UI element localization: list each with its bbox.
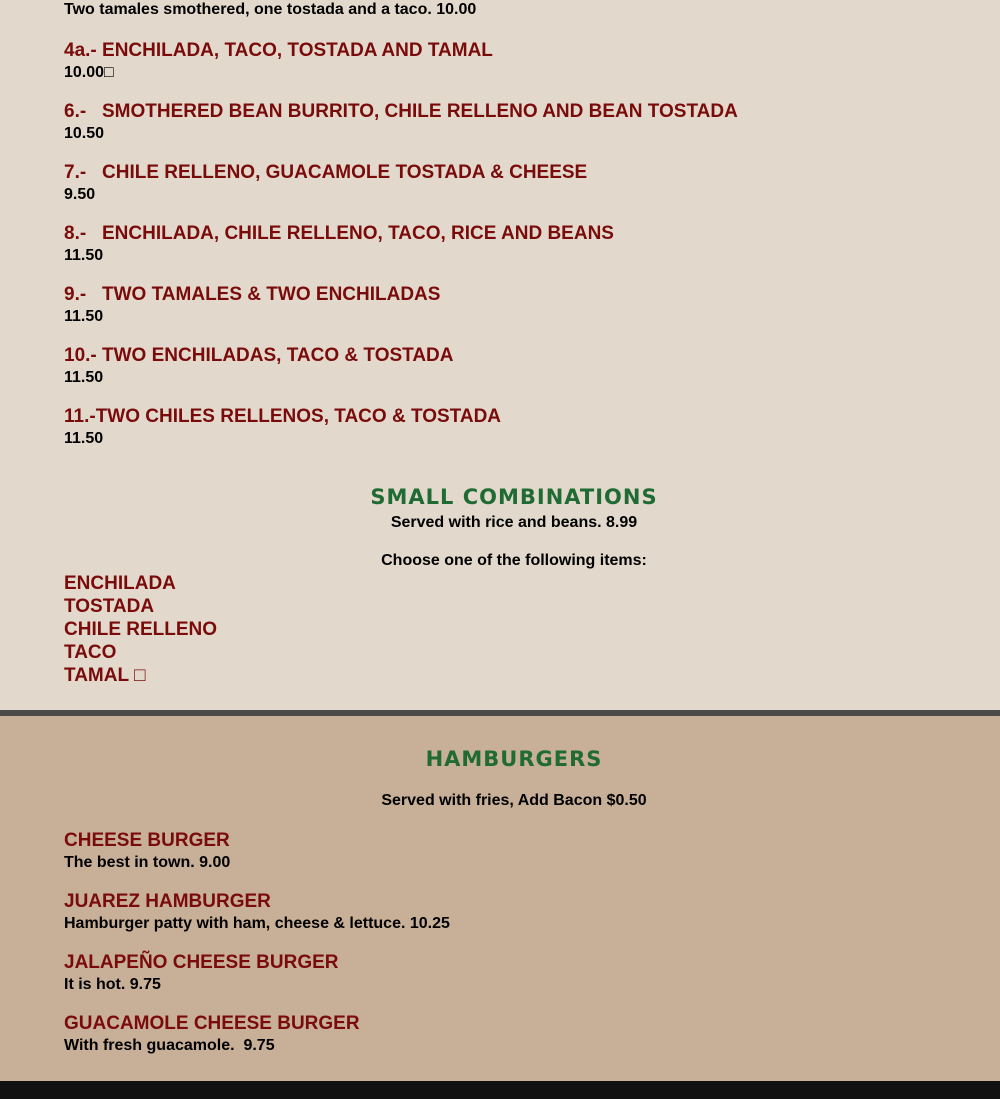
small-combinations-subtitle: Served with rice and beans. 8.99 bbox=[390, 514, 638, 531]
menu-item-description: Hamburger patty with ham, cheese & lettuce. 10.25 bbox=[64, 915, 450, 932]
choice-item: TACO bbox=[64, 642, 117, 663]
menu-item-price: 10.50 bbox=[64, 125, 105, 142]
burger-item-jalapeno bbox=[64, 952, 339, 995]
hamburgers-heading: HAMBURGERS bbox=[425, 747, 603, 771]
choice-item: TOSTADA bbox=[64, 596, 155, 617]
small-combination-choices bbox=[64, 572, 217, 687]
hamburgers-section bbox=[0, 716, 1000, 1081]
menu-item-11 bbox=[64, 406, 501, 449]
burger-item-juarez bbox=[64, 891, 450, 934]
choice-item: ENCHILADA bbox=[64, 573, 176, 594]
menu-item-title: JUAREZ HAMBURGER bbox=[64, 891, 271, 912]
menu-item-description: It is hot. 9.75 bbox=[64, 976, 161, 993]
menu-item-title: 4a.- ENCHILADA, TACO, TOSTADA AND TAMAL bbox=[64, 40, 493, 61]
menu-item-price: 11.50 bbox=[64, 247, 104, 264]
menu-item-title: 8.- ENCHILADA, CHILE RELLENO, TACO, RICE AND BEANS bbox=[64, 223, 614, 244]
burger-item-guacamole bbox=[64, 1013, 360, 1056]
menu-item-title: 6.- SMOTHERED BEAN BURRITO, CHILE RELLENO AND BEAN TOSTADA bbox=[64, 101, 738, 122]
menu-item-title: 9.- TWO TAMALES & TWO ENCHILADAS bbox=[64, 284, 441, 305]
choice-item: TAMAL □ bbox=[64, 665, 146, 686]
menu-item-9 bbox=[64, 284, 440, 327]
menu-item-description: With fresh guacamole. 9.75 bbox=[64, 1037, 275, 1054]
menu-item-title: 11.-TWO CHILES RELLENOS, TACO & TOSTADA bbox=[64, 406, 502, 427]
menu-item-description: The best in town. 9.00 bbox=[64, 854, 231, 871]
menu-item-price: 10.00□ bbox=[64, 64, 114, 81]
menu-item-title: 7.- CHILE RELLENO, GUACAMOLE TOSTADA & CHEESE bbox=[64, 162, 588, 183]
menu-item-title: 10.- TWO ENCHILADAS, TACO & TOSTADA bbox=[64, 345, 454, 366]
menu-item-7 bbox=[64, 162, 587, 205]
menu-item-title: GUACAMOLE CHEESE BURGER bbox=[64, 1013, 360, 1034]
menu-item-title: JALAPEÑO CHEESE BURGER bbox=[64, 952, 339, 973]
footer-bar bbox=[0, 1081, 1000, 1099]
menu-item-price: 11.50 bbox=[64, 308, 104, 325]
menu-item-price: 9.50 bbox=[64, 186, 96, 203]
hamburgers-subtitle: Served with fries, Add Bacon $0.50 bbox=[381, 792, 647, 809]
burger-item-cheese bbox=[64, 830, 230, 873]
choose-instructions: Choose one of the following items: bbox=[381, 552, 647, 569]
menu-item-6 bbox=[64, 101, 738, 144]
choice-item: CHILE RELLENO bbox=[64, 619, 218, 640]
menu-item-10 bbox=[64, 345, 454, 388]
small-combinations-heading: SMALL COMBINATIONS bbox=[370, 485, 658, 509]
menu-item-8 bbox=[64, 223, 614, 266]
intro-description: Two tamales smothered, one tostada and a taco. 10.00 bbox=[64, 1, 477, 18]
menu-item-title: CHEESE BURGER bbox=[64, 830, 230, 851]
menu-item-price: 11.50 bbox=[64, 430, 104, 447]
menu-item-price: 11.50 bbox=[64, 369, 104, 386]
menu-item-4a bbox=[64, 40, 493, 83]
